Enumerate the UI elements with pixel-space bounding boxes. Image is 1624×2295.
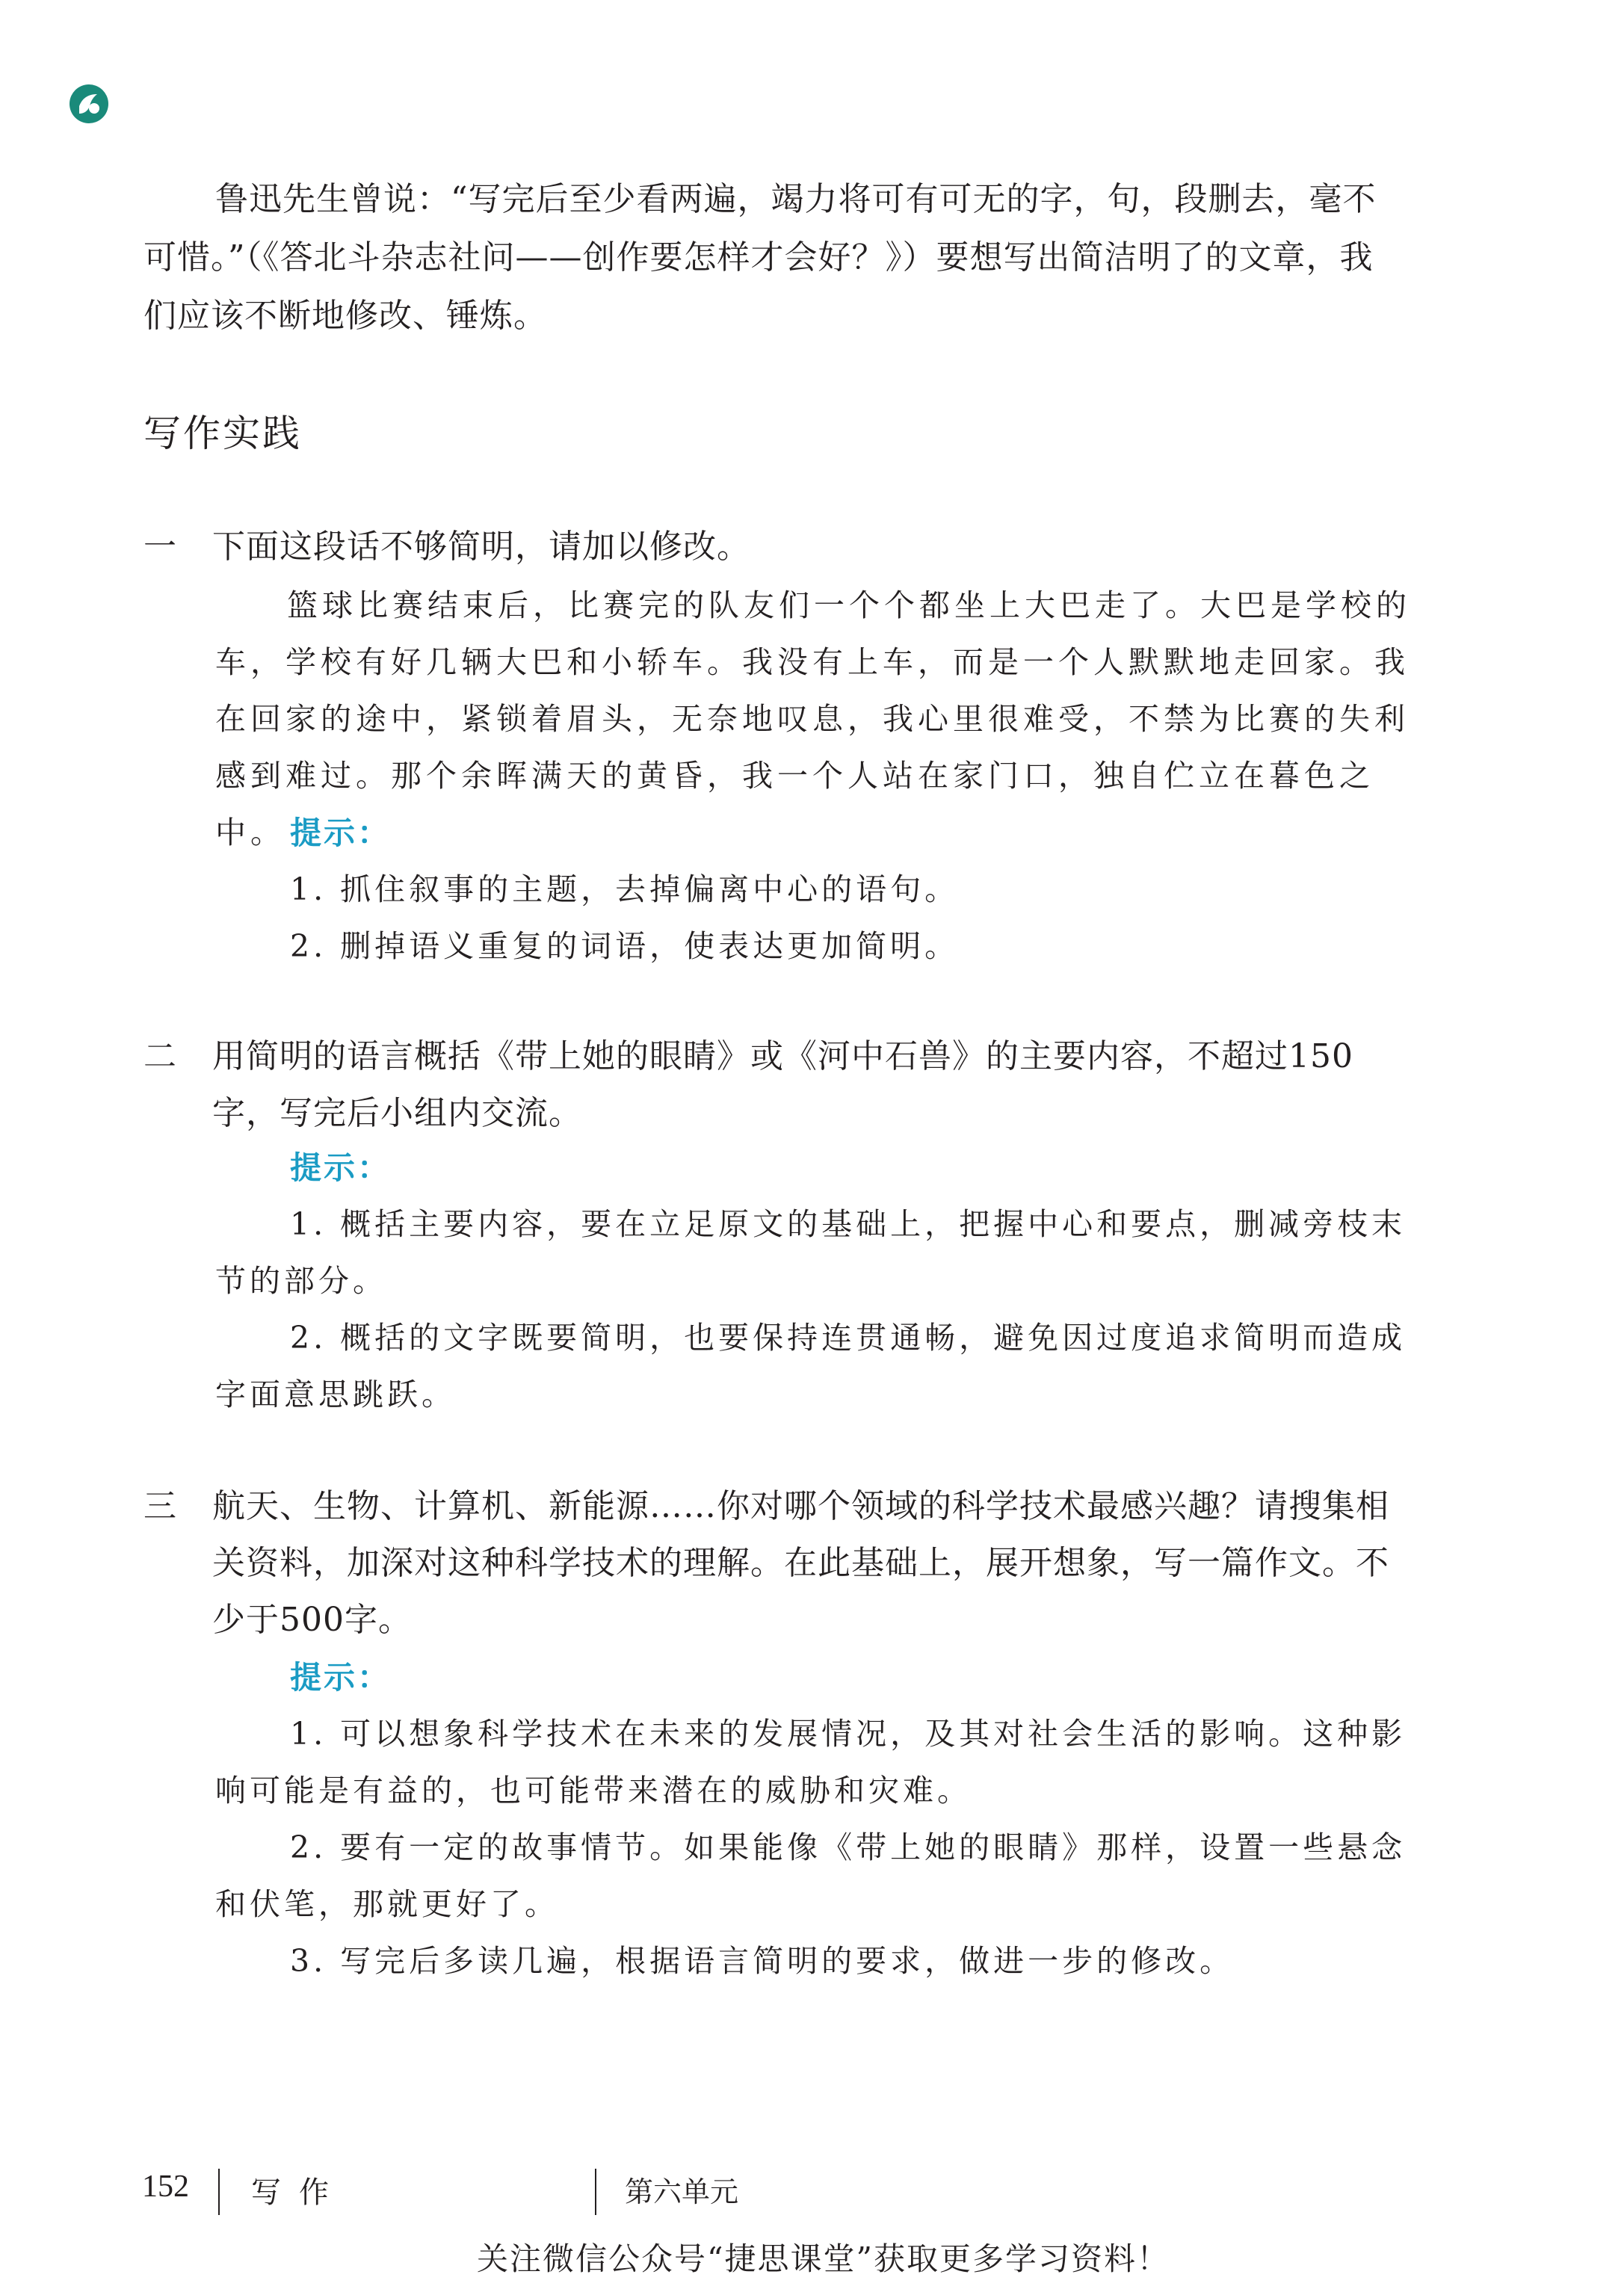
task-3-prompt-line-3: 少于500字。 (212, 1601, 412, 1639)
intro-line-2: 可惜。”（《答北斗杂志社问——创作要怎样才会好？》）要想写出简洁明了的文章，我 (143, 238, 1374, 277)
task-2-prompt-line-2: 字，写完后小组内交流。 (212, 1094, 582, 1132)
task-3-tip-2-line-2: 和伏笔，那就更好了。 (215, 1886, 559, 1922)
task-3-tip-1-line-1: 1. 可以想象科学技术在未来的发展情况，及其对社会生活的影响。这种影 (290, 1716, 1407, 1752)
intro-paragraph (143, 170, 1459, 345)
task-2-tip-label: 提示： (290, 1149, 392, 1186)
task-1-tip-2: 2. 删掉语义重复的词语，使表达更加简明。 (290, 928, 960, 964)
task-3-tip-1-line-2: 响可能是有益的，也可能带来潜在的威胁和灾难。 (215, 1773, 972, 1808)
task-1-example (215, 577, 1442, 861)
example-line-4: 感到难过。那个余晖满天的黄昏，我一个人站在家门口，独自伫立在暮色之中。 (215, 758, 1374, 850)
example-line-1: 篮球比赛结束后，比赛完的队友们一个个都坐上大巴走了。大巴是学校的 (287, 587, 1411, 623)
task-2-prompt-line-1: 用简明的语言概括《带上她的眼睛》或《河中石兽》的主要内容，不超过150 (212, 1037, 1353, 1075)
task-2-number: 二 (143, 1037, 177, 1075)
example-line-2: 车，学校有好几辆大巴和小轿车。我没有上车，而是一个人默默地走回家。我 (215, 644, 1410, 680)
task-3-prompt-line-1: 航天、生物、计算机、新能源……你对哪个领域的科学技术最感兴趣？请搜集相 (212, 1487, 1389, 1525)
example-line-3: 在回家的途中，紧锁着眉头，无奈地叹息，我心里很难受，不禁为比赛的失利 (215, 701, 1410, 737)
task-3-tip-3: 3. 写完后多读几遍，根据语言简明的要求，做进一步的修改。 (290, 1943, 1235, 1979)
task-1-tip-1: 1. 抓住叙事的主题，去掉偏离中心的语句。 (290, 871, 960, 907)
task-3-tip-label: 提示： (290, 1659, 392, 1696)
task-2 (143, 1028, 1444, 1142)
task-3-number: 三 (143, 1487, 177, 1525)
task-3-prompt-line-2: 关资料，加深对这种科学技术的理解。在此基础上，展开想象，写一篇作文。不 (212, 1544, 1389, 1582)
task-1-prompt: 下面这段话不够简明，请加以修改。 (212, 528, 750, 566)
task-2-tip-1-line-2: 节的部分。 (215, 1263, 387, 1299)
task-1-tip-label: 提示： (290, 815, 392, 851)
task-1-tips (215, 861, 1442, 974)
task-1-number: 一 (143, 528, 177, 566)
page-number: 152 (142, 2169, 189, 2204)
task-3 (143, 1478, 1444, 1649)
task-2-tip-2-line-1: 2. 概括的文字既要简明，也要保持连贯通畅，避免因过度追求简明而造成 (290, 1320, 1407, 1356)
intro-line-3: 们应该不断地修改、锤炼。 (143, 297, 547, 335)
task-1 (143, 519, 1444, 575)
footer-divider-2 (595, 2169, 596, 2215)
task-2-tips (215, 1196, 1442, 1423)
publisher-logo-icon (69, 84, 109, 124)
footer-section-label: 写作 (251, 2175, 347, 2210)
footer-divider-1 (218, 2169, 220, 2215)
footer-unit-label: 第六单元 (625, 2175, 739, 2208)
task-2-tip-2-line-2: 字面意思跳跃。 (215, 1377, 456, 1412)
task-3-tip-2-line-1: 2. 要有一定的故事情节。如果能像《带上她的眼睛》那样，设置一些悬念 (290, 1829, 1407, 1865)
intro-line-1: 鲁迅先生曾说：“写完后至少看两遍，竭力将可有可无的字，句，段删去，毫不 (215, 180, 1377, 218)
footer-promo-text: 关注微信公众号“捷思课堂”获取更多学习资料！ (477, 2240, 1170, 2277)
section-title: 写作实践 (143, 412, 302, 455)
task-2-tip-1-line-1: 1. 概括主要内容，要在立足原文的基础上，把握中心和要点，删减旁枝末 (290, 1206, 1407, 1242)
task-3-tips (215, 1705, 1442, 1989)
